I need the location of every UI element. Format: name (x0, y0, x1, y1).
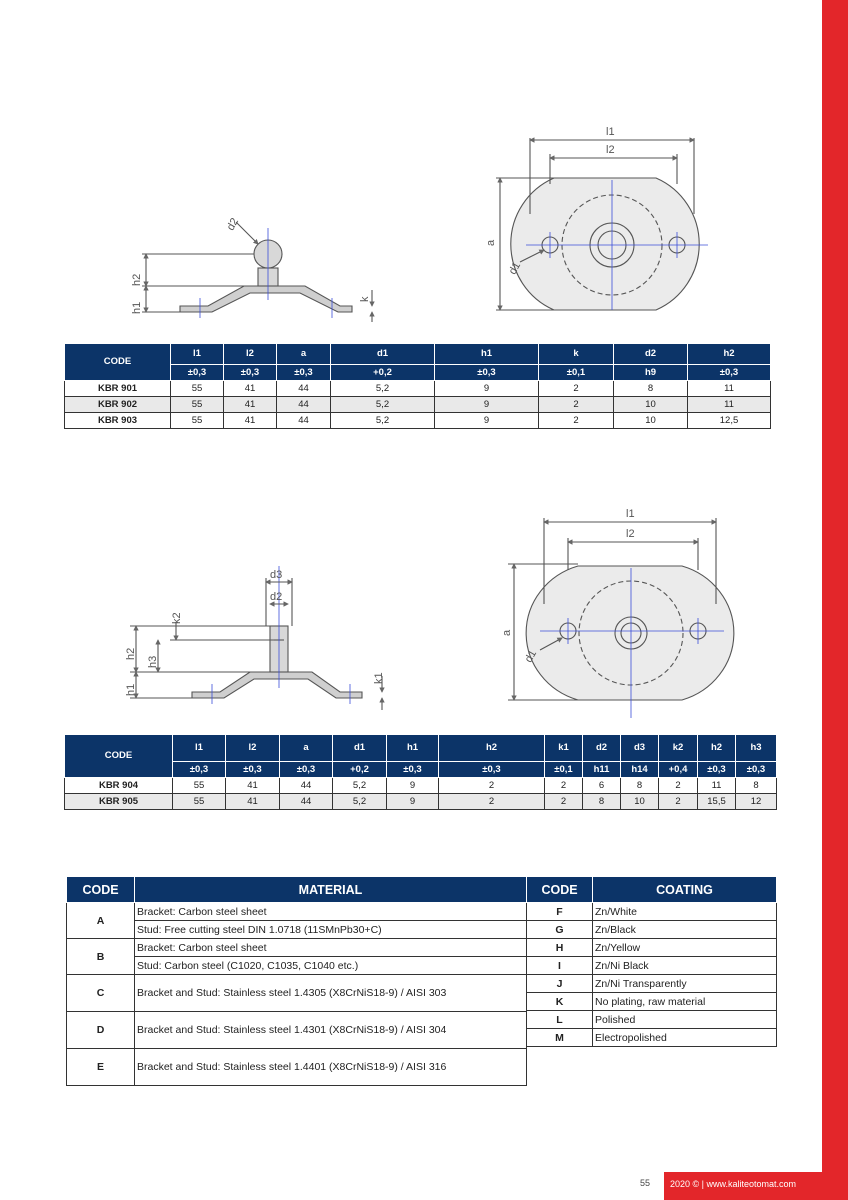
material-code: C (67, 975, 135, 1012)
coating-name: No plating, raw material (593, 993, 777, 1011)
dim-label: l2 (606, 144, 615, 156)
dim-label: a (485, 239, 497, 246)
table-cell: 12 (736, 794, 777, 810)
column-header: k1 (545, 735, 583, 762)
table-cell: 55 (171, 397, 224, 413)
material-line: Bracket and Stud: Stainless steel 1.4305 (X8CrNiS18-9) / AISI 303 (135, 975, 527, 1012)
tolerance-header: ±0,3 (171, 365, 224, 381)
table-cell: 9 (435, 381, 539, 397)
product-code: KBR 901 (65, 381, 171, 397)
coating-name: Polished (593, 1011, 777, 1029)
dimension-table-kbr-904-905 (64, 734, 777, 810)
material-header: MATERIAL (135, 877, 527, 903)
table-cell: 2 (659, 778, 698, 794)
column-header: l1 (173, 735, 226, 762)
coating-name: Zn/White (593, 903, 777, 921)
table-cell: 2 (659, 794, 698, 810)
table-cell: 10 (621, 794, 659, 810)
table-cell: 41 (224, 381, 277, 397)
column-header: k2 (659, 735, 698, 762)
tolerance-header: ±0,1 (545, 762, 583, 778)
tolerance-header: h11 (583, 762, 621, 778)
column-header: d1 (333, 735, 387, 762)
table-row (527, 1029, 777, 1047)
dim-label: k1 (373, 672, 385, 684)
tolerance-header: ±0,3 (277, 365, 331, 381)
dim-label: h1 (131, 301, 143, 314)
tolerance-header: +0,2 (333, 762, 387, 778)
table-cell: 6 (583, 778, 621, 794)
coating-code: L (527, 1011, 593, 1029)
product-code: KBR 903 (65, 413, 171, 429)
table-cell: 44 (280, 778, 333, 794)
material-line: Stud: Carbon steel (C1020, C1035, C1040 etc.) (135, 957, 527, 975)
table-cell: 41 (224, 397, 277, 413)
tolerance-header: ±0,3 (435, 365, 539, 381)
tolerance-header: ±0,3 (387, 762, 439, 778)
table-cell: 55 (171, 381, 224, 397)
drawing-side-view-1 (142, 222, 372, 322)
material-code: E (67, 1049, 135, 1086)
table-row (67, 1049, 527, 1086)
table-cell: 12,5 (688, 413, 771, 429)
table-cell: 9 (435, 413, 539, 429)
table-cell: 2 (439, 778, 545, 794)
dim-label: d2 (224, 216, 242, 233)
table-row (527, 975, 777, 993)
dim-label: d1 (506, 260, 524, 277)
table-cell: 2 (545, 778, 583, 794)
dim-label: h2 (125, 647, 137, 660)
dim-label: d2 (270, 591, 283, 603)
column-header: h1 (387, 735, 439, 762)
column-header: l2 (226, 735, 280, 762)
dim-label: h1 (125, 683, 137, 696)
dim-label: h2 (131, 273, 143, 286)
table-cell: 9 (435, 397, 539, 413)
table-cell: 8 (614, 381, 688, 397)
table-cell: 8 (621, 778, 659, 794)
table-cell: 2 (539, 381, 614, 397)
coating-code: G (527, 921, 593, 939)
tolerance-header: ±0,3 (224, 365, 277, 381)
table-cell: 2 (545, 794, 583, 810)
coating-name: Electropolished (593, 1029, 777, 1047)
coating-name: Zn/Yellow (593, 939, 777, 957)
column-header: l1 (171, 344, 224, 365)
code-header: CODE (65, 735, 173, 778)
table-cell: 5,2 (331, 413, 435, 429)
coating-code: I (527, 957, 593, 975)
table-cell: 11 (688, 397, 771, 413)
coating-code: H (527, 939, 593, 957)
table-cell: 44 (277, 397, 331, 413)
table-cell: 11 (688, 381, 771, 397)
table-row (527, 993, 777, 1011)
table-row (65, 381, 771, 397)
dim-label: d3 (270, 569, 283, 581)
column-header: d3 (621, 735, 659, 762)
code-header: CODE (65, 344, 171, 381)
column-header: k (539, 344, 614, 365)
coating-table (526, 876, 777, 1047)
material-line: Stud: Free cutting steel DIN 1.0718 (11SMnPb30+C) (135, 921, 527, 939)
table-row (67, 939, 527, 957)
material-line: Bracket: Carbon steel sheet (135, 939, 527, 957)
dim-label: k2 (171, 612, 183, 624)
column-header: h2 (698, 735, 736, 762)
table-row (527, 1011, 777, 1029)
page-number: 55 (640, 1178, 651, 1188)
column-header: d1 (331, 344, 435, 365)
material-line: Bracket: Carbon steel sheet (135, 903, 527, 921)
dim-label: d1 (522, 648, 540, 665)
tolerance-header: ±0,3 (280, 762, 333, 778)
table-cell: 55 (173, 778, 226, 794)
tolerance-header: h9 (614, 365, 688, 381)
table-cell: 55 (173, 794, 226, 810)
tolerance-header: h14 (621, 762, 659, 778)
table-cell: 9 (387, 794, 439, 810)
material-line: Bracket and Stud: Stainless steel 1.4301 (X8CrNiS18-9) / AISI 304 (135, 1012, 527, 1049)
column-header: h1 (435, 344, 539, 365)
table-cell: 8 (736, 778, 777, 794)
footer-text: 2020 © | www.kaliteotomat.com (670, 1179, 797, 1189)
material-table (66, 876, 527, 1086)
dim-label: h3 (147, 655, 159, 668)
table-row (527, 939, 777, 957)
dim-label: l1 (606, 126, 615, 138)
table-cell: 44 (277, 413, 331, 429)
table-cell: 5,2 (331, 397, 435, 413)
table-cell: 5,2 (333, 778, 387, 794)
column-header: a (280, 735, 333, 762)
table-row (67, 903, 527, 921)
column-header: h2 (439, 735, 545, 762)
table-row (67, 921, 527, 939)
table-cell: 8 (583, 794, 621, 810)
dim-label: a (501, 629, 513, 636)
tolerance-header: ±0,3 (173, 762, 226, 778)
table-cell: 41 (224, 413, 277, 429)
coating-name: Zn/Black (593, 921, 777, 939)
coating-code: J (527, 975, 593, 993)
material-code: A (67, 903, 135, 939)
table-row (67, 1012, 527, 1049)
column-header: d2 (614, 344, 688, 365)
table-cell: 44 (277, 381, 331, 397)
table-cell: 2 (539, 413, 614, 429)
dim-label: l1 (626, 508, 635, 520)
coating-code: M (527, 1029, 593, 1047)
coating-code-header: CODE (527, 877, 593, 903)
dimension-table-kbr-901-903 (64, 343, 771, 429)
table-cell: 2 (539, 397, 614, 413)
table-cell: 2 (439, 794, 545, 810)
column-header: h3 (736, 735, 777, 762)
table-cell: 41 (226, 794, 280, 810)
coating-code: F (527, 903, 593, 921)
tolerance-header: ±0,3 (736, 762, 777, 778)
dim-label: k (359, 296, 371, 302)
coating-code: K (527, 993, 593, 1011)
dim-label: l2 (626, 528, 635, 540)
tolerance-header: ±0,1 (539, 365, 614, 381)
table-cell: 15,5 (698, 794, 736, 810)
coating-header: COATING (593, 877, 777, 903)
drawing-plan-view-2 (508, 518, 734, 718)
column-header: h2 (688, 344, 771, 365)
table-row (67, 957, 527, 975)
table-cell: 11 (698, 778, 736, 794)
table-row (65, 778, 777, 794)
drawing-plan-view-1 (496, 138, 708, 310)
tolerance-header: +0,2 (331, 365, 435, 381)
column-header: d2 (583, 735, 621, 762)
tolerance-header: ±0,3 (439, 762, 545, 778)
tolerance-header: ±0,3 (698, 762, 736, 778)
table-row (527, 921, 777, 939)
material-code-header: CODE (67, 877, 135, 903)
material-code: B (67, 939, 135, 975)
table-cell: 55 (171, 413, 224, 429)
column-header: l2 (224, 344, 277, 365)
product-code: KBR 902 (65, 397, 171, 413)
table-cell: 10 (614, 413, 688, 429)
table-cell: 44 (280, 794, 333, 810)
table-row (527, 903, 777, 921)
table-row (67, 975, 527, 1012)
tolerance-header: ±0,3 (226, 762, 280, 778)
material-line: Bracket and Stud: Stainless steel 1.4401 (X8CrNiS18-9) / AISI 316 (135, 1049, 527, 1086)
table-cell: 10 (614, 397, 688, 413)
tolerance-header: ±0,3 (688, 365, 771, 381)
tolerance-header: +0,4 (659, 762, 698, 778)
table-cell: 5,2 (333, 794, 387, 810)
material-code: D (67, 1012, 135, 1049)
table-row (65, 397, 771, 413)
table-row (65, 413, 771, 429)
coating-name: Zn/Ni Transparently (593, 975, 777, 993)
table-row (65, 794, 777, 810)
table-cell: 5,2 (331, 381, 435, 397)
table-row (527, 957, 777, 975)
table-cell: 9 (387, 778, 439, 794)
product-code: KBR 904 (65, 778, 173, 794)
column-header: a (277, 344, 331, 365)
coating-name: Zn/Ni Black (593, 957, 777, 975)
drawing-side-view-2 (130, 566, 382, 710)
product-code: KBR 905 (65, 794, 173, 810)
table-cell: 41 (226, 778, 280, 794)
